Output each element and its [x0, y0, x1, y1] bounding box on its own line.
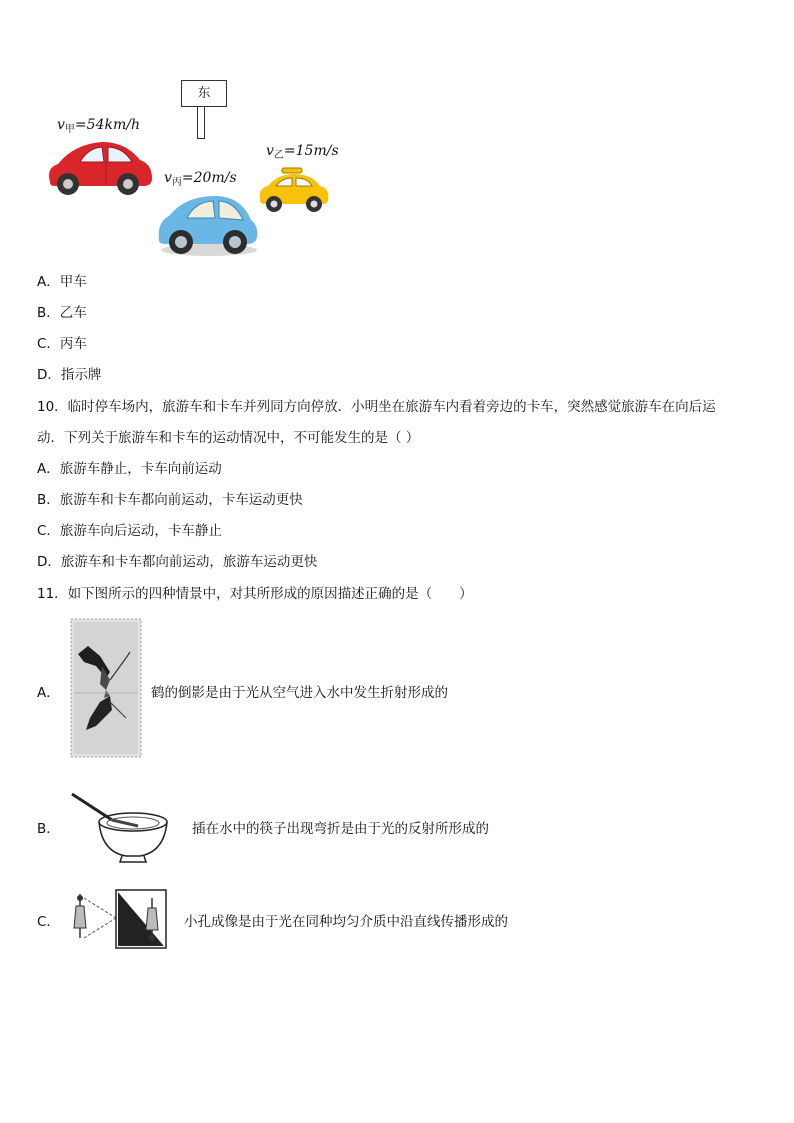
q10-stem-line1: 10．临时停车场内，旅游车和卡车并列同方向停放．小明坐在旅游车内看着旁边的卡车，突然感觉旅游车在向后运 — [37, 399, 716, 415]
red-car-icon — [44, 138, 156, 198]
q9-option-b: B．乙车 — [37, 305, 87, 321]
q10-option-a: A．旅游车静止，卡车向前运动 — [37, 461, 222, 477]
east-sign: 东 — [181, 80, 227, 107]
crane-reflection-image — [70, 618, 142, 758]
chopstick-bowl-image — [66, 790, 176, 866]
q11-stem: 11．如下图所示的四种情景中，对其所形成的原因描述正确的是（ ） — [37, 586, 473, 602]
q11-option-a-letter: A． — [37, 685, 60, 701]
blue-car-icon — [155, 192, 261, 260]
car-yi-speed-label: $v_乙=15m/s$ — [266, 143, 339, 161]
q9-option-d: D．指示牌 — [37, 367, 102, 383]
q9-option-c: C．丙车 — [37, 336, 87, 352]
q10-option-c: C．旅游车向后运动，卡车静止 — [37, 523, 222, 539]
q10-option-b: B．旅游车和卡车都向前运动，卡车运动更快 — [37, 492, 303, 508]
q10-stem-line2: 动．下列关于旅游车和卡车的运动情况中，不可能发生的是（ ） — [37, 430, 420, 446]
q11-option-b-text: 插在水中的筷子出现弯折是由于光的反射所形成的 — [192, 821, 489, 837]
q9-option-a: A．甲车 — [37, 274, 87, 290]
car-jia-speed-label: $v_甲=54km/h$ — [57, 117, 140, 135]
sign-pole — [197, 106, 205, 139]
q11-option-a-text: 鹤的倒影是由于光从空气进入水中发生折射形成的 — [151, 685, 448, 701]
q10-option-d: D．旅游车和卡车都向前运动，旅游车运动更快 — [37, 554, 318, 570]
q11-option-c-letter: C． — [37, 914, 60, 930]
pinhole-imaging-image — [68, 888, 170, 952]
car-bing-speed-label: $v_丙=20m/s$ — [164, 170, 237, 188]
q11-option-c-text: 小孔成像是由于光在同种均匀介质中沿直线传播形成的 — [184, 914, 508, 930]
q11-option-b-letter: B． — [37, 821, 60, 837]
yellow-car-icon — [256, 166, 332, 216]
